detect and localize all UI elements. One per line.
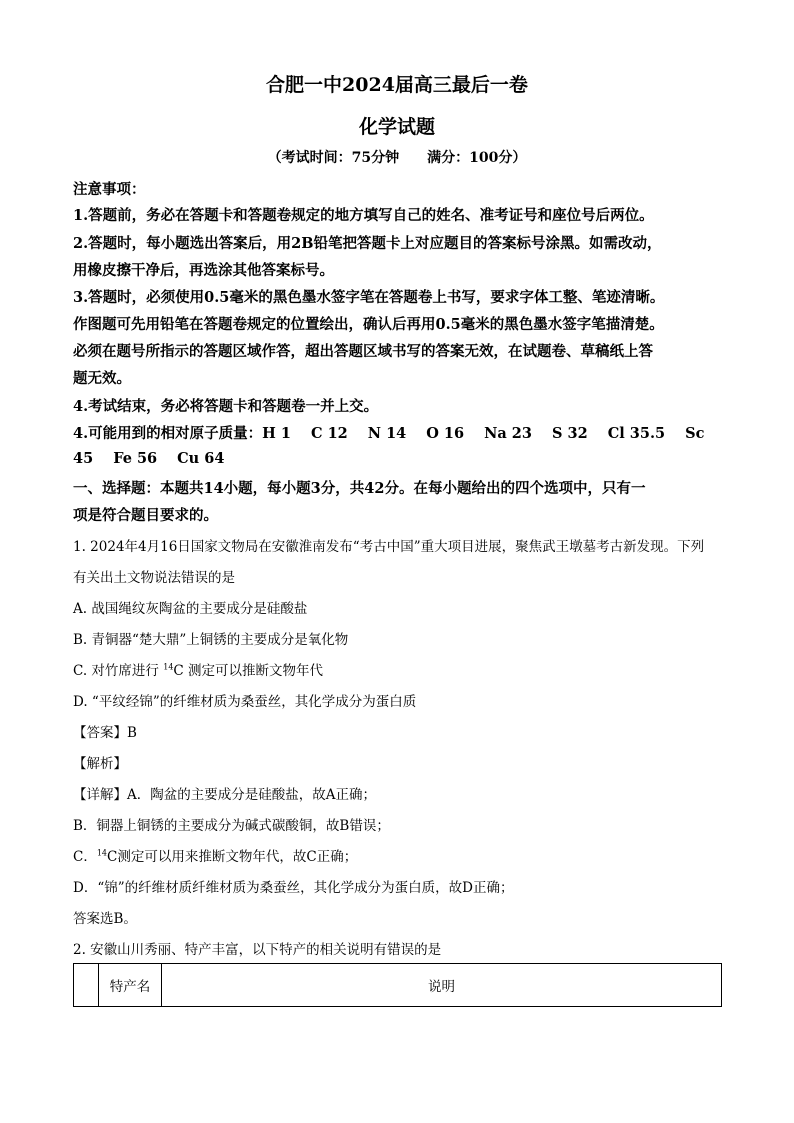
atomic-mass: O 16 — [426, 425, 465, 442]
detail-c-post: C测定可以用来推断文物年代，故C正确； — [107, 849, 358, 865]
table-row — [74, 964, 722, 1007]
atomic-mass: 45 — [73, 450, 94, 467]
table-header-cell: 特产名 — [99, 964, 162, 1007]
note-line: 必须在题号所指示的答题区域作答，超出答题区域书写的答案无效，在试题卷、草稿纸上答 — [73, 343, 653, 360]
exam-title: 合肥一中2024届高三最后一卷 — [266, 74, 528, 96]
note-line: 2.答题时，每小题选出答案后，用2B铅笔把答题卡上对应题目的答案标号涂黑。如需改动， — [73, 235, 662, 252]
subject-title: 化学试题 — [358, 116, 435, 138]
atomic-mass: S 32 — [552, 425, 588, 442]
option-c-post: C 测定可以推断文物年代 — [173, 663, 324, 679]
note-line: 作图题可先用铅笔在答题卷规定的位置绘出，确认后再用0.5毫米的黑色墨水签字笔描清楚。 — [73, 316, 664, 333]
question-stem: 1. 2024年4月16日国家文物局在安徽淮南发布“考古中国”重大项目进展，聚焦武王墩墓考古新发现。下列 — [73, 539, 705, 555]
note-line: 4.考试结束，务必将答题卡和答题卷一并上交。 — [73, 398, 379, 415]
detail-c — [73, 845, 733, 865]
question-stem: 有关出土文物说法错误的是 — [73, 570, 235, 586]
option-c-pre: C. 对竹席进行 — [73, 663, 164, 679]
section-heading: 项是符合题目要求的。 — [73, 507, 218, 524]
specialty-table — [73, 963, 722, 1007]
atomic-mass: Cu 64 — [177, 450, 225, 467]
atomic-mass: C 12 — [310, 425, 348, 442]
atomic-mass-line — [73, 450, 733, 467]
analysis-label: 【解析】 — [73, 756, 127, 772]
table-header-cell: 说明 — [162, 964, 722, 1007]
detail-b: B．铜器上铜锈的主要成分为碱式碳酸铜，故B错误； — [73, 818, 390, 834]
detail-c-pre: C． — [73, 849, 97, 865]
atomic-mass: Na 23 — [484, 425, 532, 442]
atomic-mass: H 1 — [262, 425, 291, 442]
option-a: A. 战国绳纹灰陶盆的主要成分是硅酸盐 — [73, 601, 308, 617]
answer: 【答案】B — [73, 725, 137, 741]
note-line: 3.答题时，必须使用0.5毫米的黑色墨水签字笔在答题卷上书写，要求字体工整、笔迹清晰。 — [73, 289, 665, 306]
option-b: B. 青铜器“楚大鼎”上铜锈的主要成分是氧化物 — [73, 632, 349, 648]
table-header-cell — [74, 964, 99, 1007]
question-stem: 2. 安徽山川秀丽、特产丰富，以下特产的相关说明有错误的是 — [73, 942, 442, 958]
detail-d: D．“锦”的纤维材质纤维材质为桑蚕丝，其化学成分为蛋白质，故D正确； — [73, 880, 514, 896]
isotope-mass: 14 — [96, 848, 108, 858]
exam-info: （考试时间：75分钟 满分：100分） — [267, 150, 527, 166]
option-c — [73, 659, 733, 679]
section-heading: 一、选择题：本题共14小题，每小题3分，共42分。在每小题给出的四个选项中，只有一 — [73, 480, 646, 497]
notes-heading: 注意事项： — [73, 181, 146, 198]
isotope-mass: 14 — [163, 662, 174, 672]
detail-a: 【详解】A．陶盆的主要成分是硅酸盐，故A正确； — [73, 787, 376, 803]
conclusion: 答案选B。 — [73, 911, 137, 927]
atomic-mass: Cl 35.5 — [607, 425, 666, 442]
atomic-mass: Sc — [685, 425, 705, 442]
option-d: D. “平纹经锦”的纤维材质为桑蚕丝，其化学成分为蛋白质 — [73, 694, 417, 710]
atomic-mass-line — [73, 422, 733, 443]
note-line: 1.答题前，务必在答题卡和答题卷规定的地方填写自己的姓名、准考证号和座位号后两位。 — [73, 207, 654, 224]
note-line: 用橡皮擦干净后，再选涂其他答案标号。 — [73, 262, 334, 279]
atomic-mass-prefix: 4.可能用到的相对原子质量： — [73, 425, 263, 442]
note-line: 题无效。 — [73, 370, 131, 387]
atomic-mass: N 14 — [367, 425, 407, 442]
atomic-mass: Fe 56 — [113, 450, 158, 467]
